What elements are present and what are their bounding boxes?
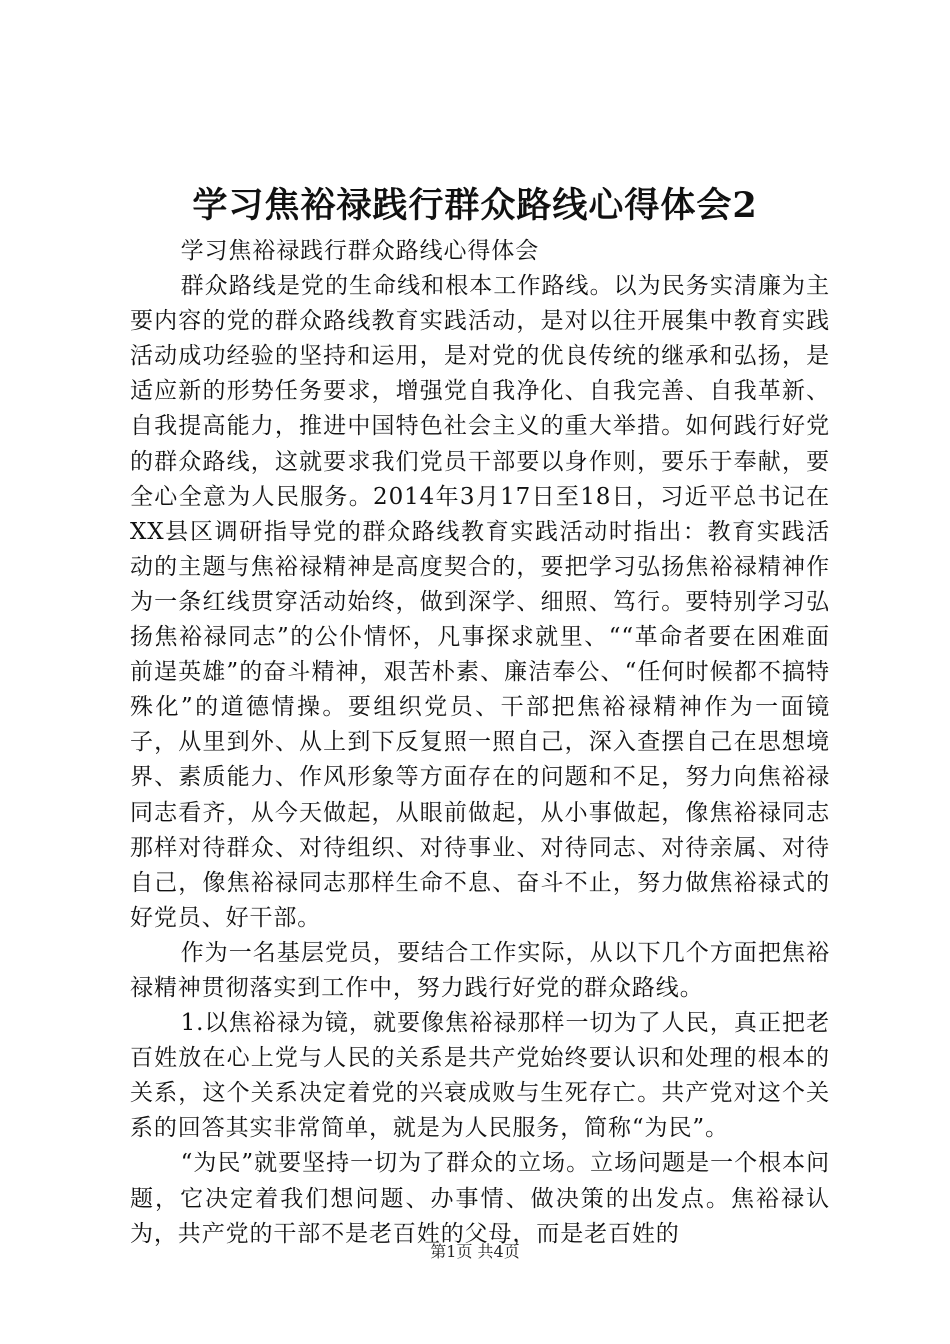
document-title: 学习焦裕禄践行群众路线心得体会2 bbox=[192, 185, 758, 226]
subtitle-paragraph: 学习焦裕禄践行群众路线心得体会 bbox=[180, 238, 540, 264]
body-paragraph: 1.以焦裕禄为镜，就要像焦裕禄那样一切为了人民，真正把老百姓放在心上党与人民的关系是共产党始终要认识和处理的根本的关系，这个关系决定着党的兴衰成败与生死存亡。共产党对这个关系的回答其实非常简单，就是为人民服务，简称“为民”。 bbox=[130, 1010, 830, 1142]
page-number-footer: 第1页 共4页 bbox=[430, 1242, 520, 1261]
document-body bbox=[130, 234, 830, 1252]
body-paragraph: 作为一名基层党员，要结合工作实际，从以下几个方面把焦裕禄精神贯彻落实到工作中，努力践行好党的群众路线。 bbox=[130, 939, 830, 1001]
body-paragraph: “为民”就要坚持一切为了群众的立场。立场问题是一个根本问题，它决定着我们想问题、办事情、做决策的出发点。焦裕禄认为，共产党的干部不是老百姓的父母，而是老百姓的 bbox=[130, 1150, 830, 1247]
body-paragraph: 群众路线是党的生命线和根本工作路线。以为民务实清廉为主要内容的党的群众路线教育实践活动，是对以往开展集中教育实践活动成功经验的坚持和运用，是对党的优良传统的继承和弘扬，是适应新的形势任务要求，增强党自我净化、自我完善、自我革新、自我提高能力，推进中国特色社会主义的重大举措。如何践行好党的群众路线，这就要求我们党员干部要以身作则，要乐于奉献，要全心全意为人民服务。2014年3月17日至18日，习近平总书记在XX县区调研指导党的群众路线教育实践活动时指出：教育实践活动的主题与焦裕禄精神是高度契合的，要把学习弘扬焦裕禄精神作为一条红线贯穿活动始终，做到深学、细照、笃行。要特别学习弘扬焦裕禄同志”的公仆情怀，凡事探求就里、““革命者要在困难面前逞英雄”的奋斗精神，艰苦朴素、廉洁奉公、“任何时候都不搞特殊化”的道德情操。要组织党员、干部把焦裕禄精神作为一面镜子，从里到外、从上到下反复照一照自己，深入查摆自己在思想境界、素质能力、作风形象等方面存在的问题和不足，努力向焦裕禄同志看齐，从今天做起，从眼前做起，从小事做起，像焦裕禄同志那样对待群众、对待组织、对待事业、对待同志、对待亲属、对待自己，像焦裕禄同志那样生命不息、奋斗不止，努力做焦裕禄式的好党员、好干部。 bbox=[130, 273, 830, 931]
